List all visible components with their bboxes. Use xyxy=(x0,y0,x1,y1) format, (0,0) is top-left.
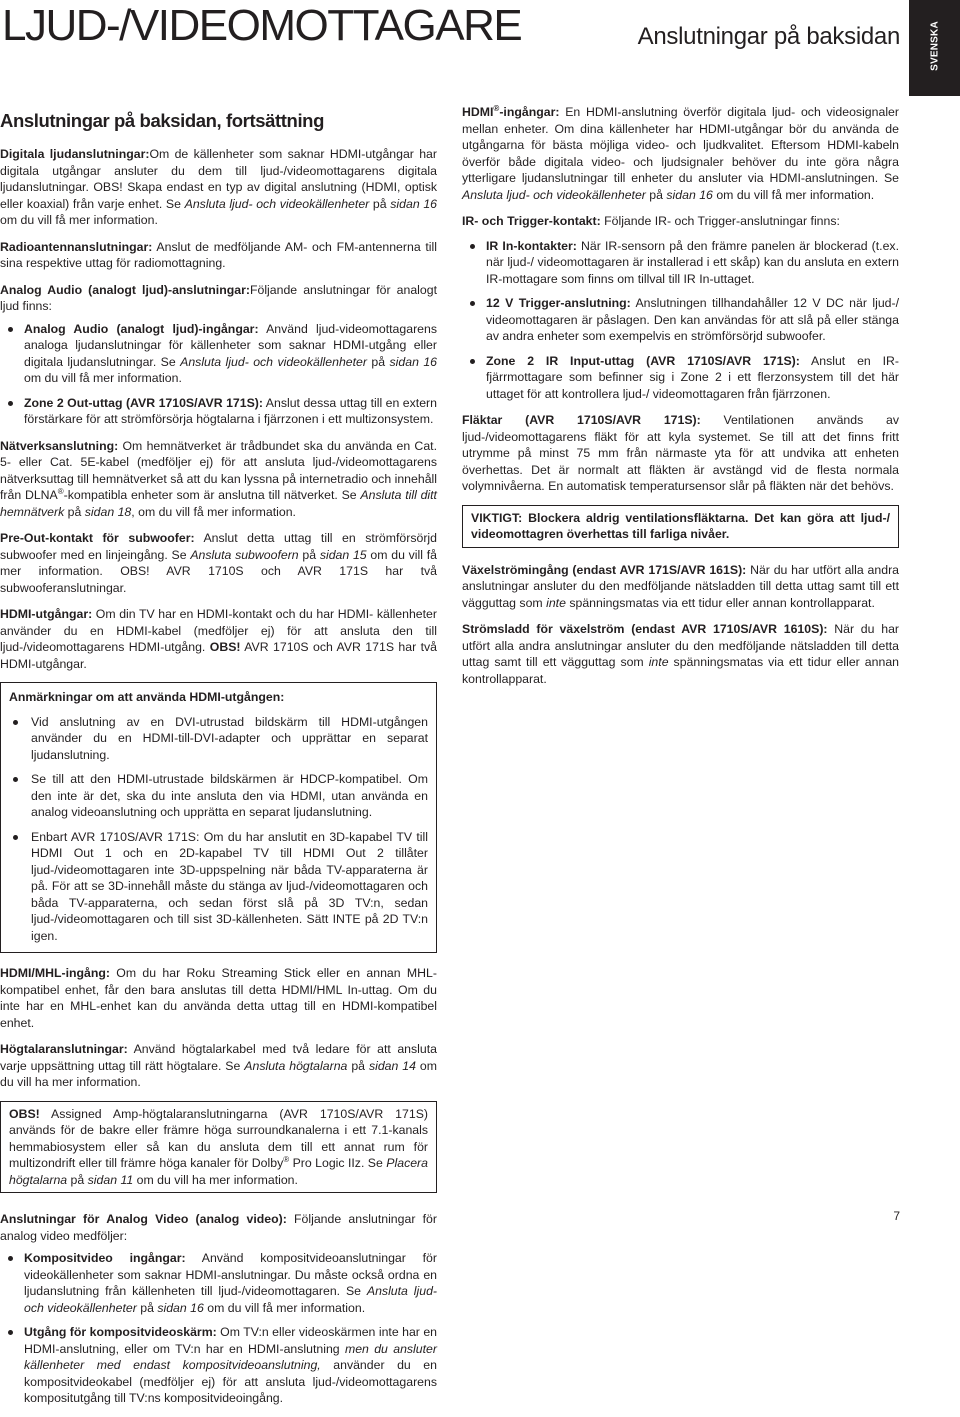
language-tab-label: SVENSKA xyxy=(929,21,940,71)
ir-trigger-label: IR- och Trigger-kontakt: xyxy=(462,214,601,228)
analog-audio-paragraph: Analog Audio (analogt ljud)-anslutningar:Följande anslutningar för analogt ljud finns: xyxy=(0,282,437,313)
page-reference: sidan 16 xyxy=(390,196,437,211)
hdmi-notes-box xyxy=(0,682,437,953)
speaker-label: Högtalaranslutningar: xyxy=(0,1042,128,1056)
warning-box xyxy=(462,505,899,548)
digital-audio-label: Digitala ljudanslutningar: xyxy=(0,147,150,161)
hdmi-notes-title: Anmärkningar om att använda HDMI-utgången: xyxy=(9,690,285,704)
analog-video-list xyxy=(0,1250,437,1407)
mhl-label: HDMI/MHL-ingång: xyxy=(0,966,110,980)
speaker-paragraph: Högtalaranslutningar: Använd högtalarkabel med två ledare för att ansluta varje uppsättning uttag till rätt högtalare. Se Ansluta högtalarna på sidan 14 om du vill ha mer information. xyxy=(0,1042,437,1089)
obs-note-box: OBS! Assigned Amp-högtalaranslutningarna (AVR 1710S/AVR 171S) används för de bakre eller främre höga surroundkanalerna i ett 7.1-kanals hemmabiosystem eller så kan du ansluta dem till ett annat rum för multizondrift eller till främre höga kanaler för Dolby® Pro Logic IIz. Se Placera högtalarna på sidan 11 om du vill ha mer information. xyxy=(0,1101,437,1194)
section-title: Anslutningar på baksidan xyxy=(637,23,900,50)
digital-audio-paragraph: Digitala ljudanslutningar:Om de källenheter som saknar HDMI-utgångar har digitala utgångar ansluter du dem till ljud-/videomottagarens digitala ljudanslutningar. OBS! Skapa endast en typ av digital anslutning (HDMI, optisk eller koaxial) från varje enhet. Se Ansluta ljud- och videokällenheter på sidan 16 om du vill få mer information. xyxy=(0,147,437,227)
analog-audio-label: Analog Audio (analogt ljud)-anslutningar: xyxy=(0,282,250,297)
mhl-paragraph: HDMI/MHL-ingång: Om du har Roku Streaming Stick eller en annan MHL-kompatibel enhet, får den bara anslutas till detta HDMI/HML In-uttag. Om du inte har en MHL-enhet kan du använda detta uttag till en HDMI-kompatibel enhet. xyxy=(0,966,437,1030)
ir-trigger-paragraph: IR- och Trigger-kontakt: Följande IR- och Trigger-anslutningar finns: xyxy=(462,214,840,228)
document-title: LJUD-/VIDEOMOTTAGARE xyxy=(2,1,522,50)
list-item: Zone 2 IR Input-uttag (AVR 1710S/AVR 171S): Anslut en IR-fjärrmottagare som befinner sig i Zone 2 i ett flerzonsystem till det här uttaget för att kontrollera ljud-/ videomottagaren från fjärrzonen. xyxy=(462,353,899,403)
page-number: 7 xyxy=(893,1209,900,1223)
list-item: Zone 2 Out-uttag (AVR 1710S/AVR 171S): Anslut dessa uttag till en extern förstärkare för att strömförsörja högtalarna i fjärrzonen i ett multizonsystem. xyxy=(0,395,437,428)
ac-input-paragraph: Växelströmingång (endast AVR 171S/AVR 161S): När du har utfört alla andra anslutningar ansluter du den medföljande nätsladden till detta uttag samt till ett vägguttag som inte spänningsmatas via ett tidur eller annan kontrollapparat. xyxy=(462,562,899,610)
hdmi-out-label: HDMI-utgångar: xyxy=(0,607,93,621)
hdmi-notes-list xyxy=(9,714,428,945)
list-item: Enbart AVR 1710S/AVR 171S: Om du har anslutit en 3D-kapabel TV till HDMI Out 1 och en 2D-kapabel TV till HDMI Out 2 tillåter ljud-/videomottagaren inte 3D-uppspelning när båda TV-apparaterna är på. För att se 3D-innehåll måste du stänga av ljud-/videomottagaren och båda TV-apparaterna, och sedan först slå på 3D TV:n, sedan ljud-/videomottagaren och till sist 3D-källenheten. Sätt INTE på 2D TV:n igen. xyxy=(9,829,428,945)
fan-paragraph: Fläktar (AVR 1710S/AVR 171S): Ventilationen används av ljud-/videomottagarens fläkt för att kyla systemet. Se till att det finns fritt utrymme på minst 75 mm från närmaste yta för att undvika att enheten överhettas. Det är normalt att fläkten är avstängd vid de flesta normala volymnivåerna. En automatisk temperatursensor slår på fläkten när det behövs. xyxy=(462,413,899,493)
radio-antenna-label: Radioantennanslutningar: xyxy=(0,239,153,254)
left-column xyxy=(0,100,437,1417)
warning-text: VIKTIGT: Blockera aldrig ventilationsfläktarna. Det kan göra att ljud-/ videomottagren överhettas till farliga nivåer. xyxy=(471,510,890,541)
list-item: Kompositvideo ingångar: Använd kompositvideoanslutningar för videokällenheter som saknar HDMI-anslutningar. Du måste också ordna en ljudanslutning från källenheten till ljud-/videomottagaren. Se Ansluta ljud- och videokällenheter på sidan 16 om du vill få mer information. xyxy=(0,1250,437,1316)
ac-input-label: Växelströmingång (endast AVR 171S/AVR 161S): xyxy=(462,562,747,577)
list-item: Se till att den HDMI-utrustade bildskärmen är HDCP-kompatibel. Om den inte är det, ska du inte ansluta den via HDMI, utan använda en analog videoanslutning och upprätta en separat ljudanslutning. xyxy=(9,771,428,821)
list-item: Vid anslutning av en DVI-utrustad bildskärm till HDMI-utgången använder du en HDMI-till-DVI-adapter och upprättar en separat ljudanslutning. xyxy=(9,714,428,764)
preout-label: Pre-Out-kontakt för subwoofer: xyxy=(0,531,195,545)
power-cord-paragraph: Strömsladd för växelström (endast AVR 1710S/AVR 1610S): När du har utfört alla andra anslutningar ansluter du den medföljande nätsladden till detta uttag samt till ett vägguttag som inte spänningsmatas via ett tidur eller annan kontrollapparat. xyxy=(462,622,899,686)
network-label: Nätverksanslutning: xyxy=(0,438,119,453)
list-item: IR In-kontakter: När IR-sensorn på den främre panelen är blockerad (t.ex. när ljud-/ videomottagaren är installerad i ett skåp) kan du ansluta en extern IR-mottagare som finns om tillval till IR In-uttaget. xyxy=(462,238,899,288)
page-header xyxy=(0,0,960,90)
network-paragraph: Nätverksanslutning: Om hemnätverket är trådbundet ska du använda en Cat. 5- eller Cat. 5E-kabel (medföljer ej) för att ansluta ljud-/videomottagarens nätverksuttag till hemnätverket så att du kan lyssna på internetradio och innehåll från DLNA®-kompatibla enheter som är anslutna till nätverket. Se Ansluta till ditt hemnätverk på sidan 18, om du vill få mer information. xyxy=(0,438,437,519)
list-item: 12 V Trigger-anslutning: Anslutningen tillhandahåller 12 V DC när ljud-/ videomottagaren är påslagen. Den kan användas för att slå på eller stänga av andra enheter som exempelvis en strömförsörjd subwoofer. xyxy=(462,295,899,345)
ir-trigger-list xyxy=(462,238,899,403)
hdmi-in-label: HDMI®-ingångar: xyxy=(462,103,560,119)
obs-label: OBS! xyxy=(9,1106,40,1121)
cross-reference: Ansluta ljud- och videokällenheter xyxy=(184,196,370,211)
list-item: Utgång för kompositvideoskärm: Om TV:n eller videoskärmen inte har en HDMI-anslutning, eller om TV:n har en HDMI-anslutning men du ansluter källenheter med endast kompositvideoanslutning, använder du en kompositvideokabel (medföljer ej) för att ansluta ljud-/videomottagarens kompositutgång till TV:ns kompositvideoingång. xyxy=(0,1324,437,1407)
analog-audio-list xyxy=(0,321,437,428)
list-item: Analog Audio (analogt ljud)-ingångar: Använd ljud-videomottagarens analoga ljudanslutningar för källenheter som saknar HDMI-utgång eller digitala ljudanslutningar. Se Ansluta ljud- och videokällenheter på sidan 16 om du vill få mer information. xyxy=(0,321,437,387)
power-cord-label: Strömsladd för växelström (endast AVR 1710S/AVR 1610S): xyxy=(462,622,828,636)
analog-video-label: Anslutningar för Analog Video (analog video): xyxy=(0,1212,287,1226)
hdmi-out-paragraph: HDMI-utgångar: Om din TV har en HDMI-kontakt och du har HDMI- källenheter använder du en HDMI-kabel (medföljer ej) för att ansluta den till ljud-/videomottagarens HDMI-utgång. OBS! AVR 1710S och AVR 171S har två HDMI-utgångar. xyxy=(0,607,437,671)
fan-label: Fläktar (AVR 1710S/AVR 171S): xyxy=(462,413,701,427)
hdmi-in-paragraph: HDMI®-ingångar: En HDMI-anslutning överför digitala ljud- och videosignaler mellan enheter. Om dina källenheter har HDMI-utgångar bör du använda de utgångarna för bästa möjliga video- och ljudkvalitet. Eftersom HDMI-kabeln överför både digitala video- och ljudsignaler behöver du inte göra några ytterligare ljudanslutningar till enheter du ansluter via HDMI-anslutningen. Se Ansluta ljud- och videokällenheter på sidan 16 om du vill få mer information. xyxy=(462,103,899,202)
analog-video-paragraph: Anslutningar för Analog Video (analog video): Följande anslutningar för analog video medföljer: xyxy=(0,1212,437,1243)
radio-antenna-paragraph: Radioantennanslutningar: Anslut de medföljande AM- och FM-antennerna till sina respektive uttag för radiomottagning. xyxy=(0,239,437,270)
right-column xyxy=(462,104,899,697)
page-heading: Anslutningar på baksidan, fortsättning xyxy=(0,110,324,131)
preout-paragraph: Pre-Out-kontakt för subwoofer: Anslut detta uttag till en strömförsörjd subwoofer med en linjeingång. Se Ansluta subwoofern på sidan 15 om du vill få mer information. OBS! AVR 1710S och AVR 171S har två subwooferanslutningar. xyxy=(0,531,438,595)
language-tab xyxy=(909,0,960,96)
